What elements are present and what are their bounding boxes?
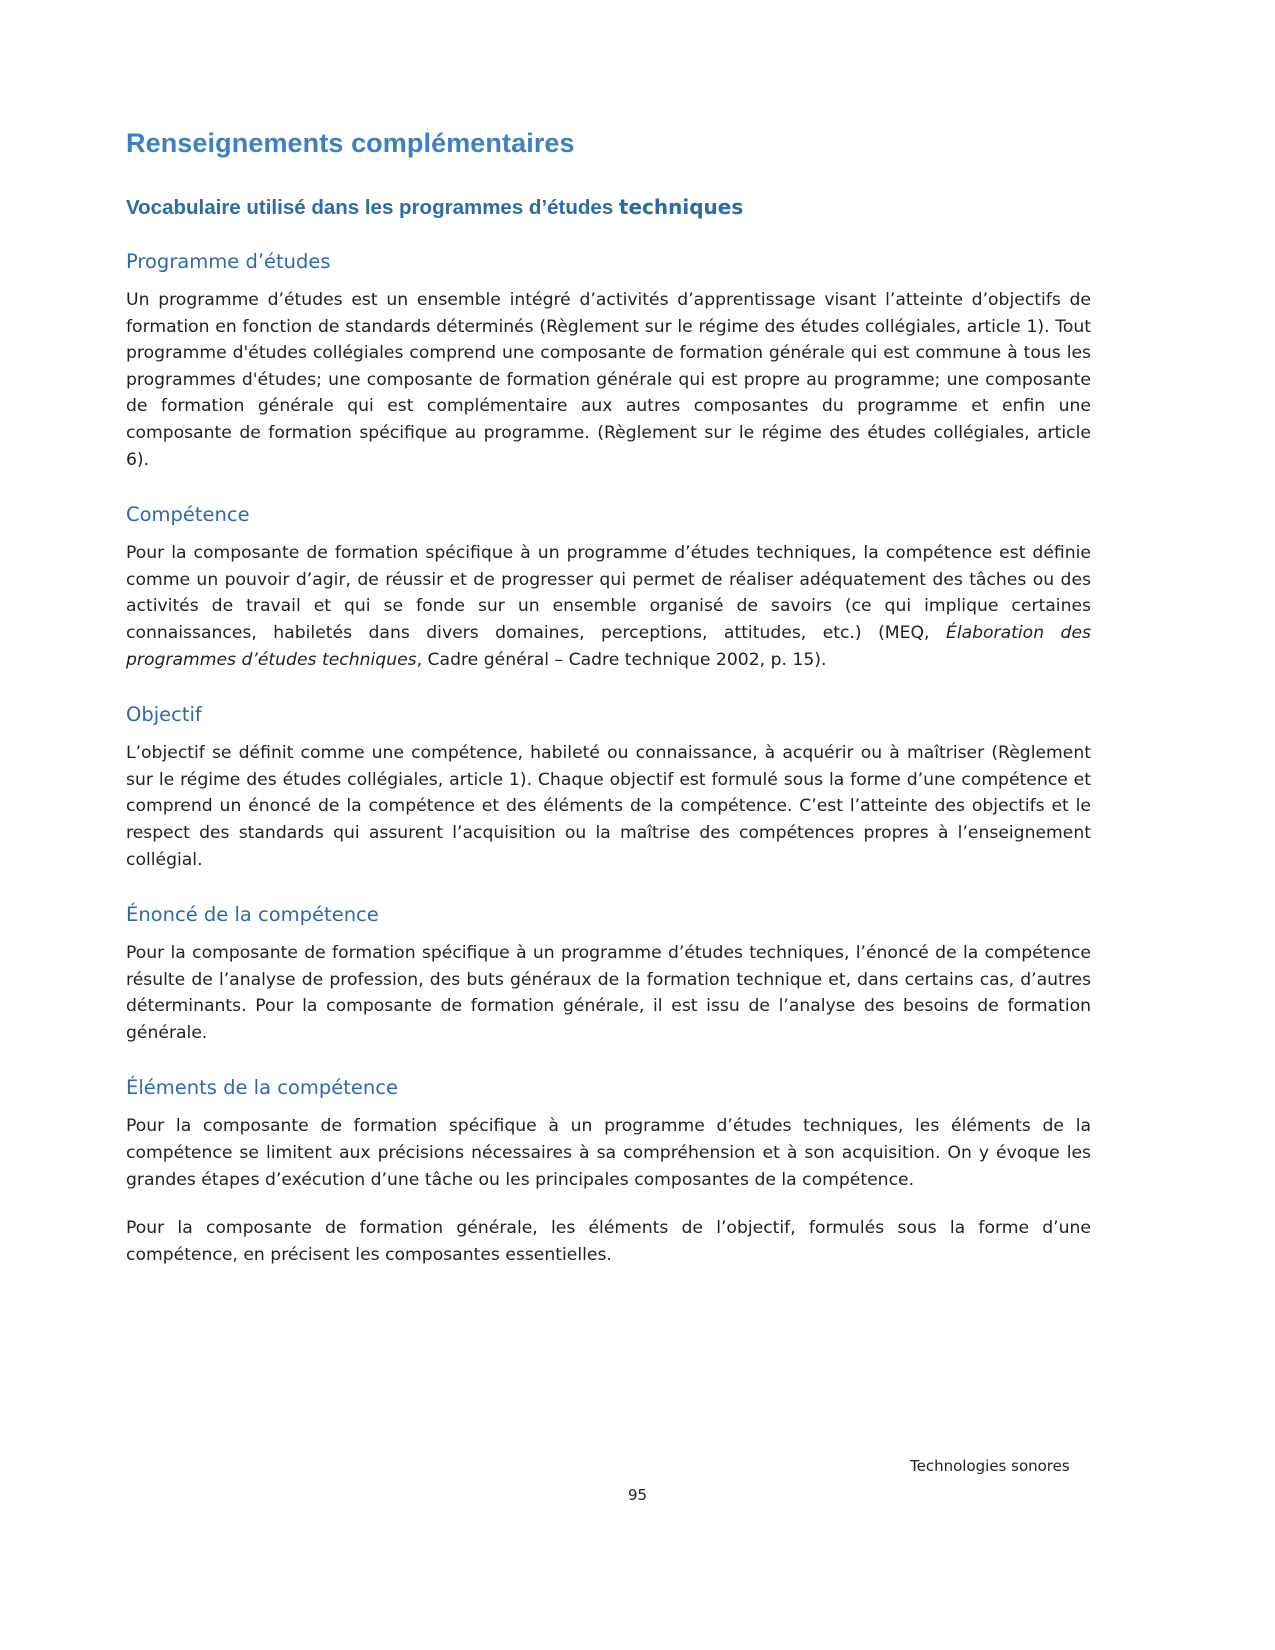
section-title (126, 195, 1091, 220)
entry-heading: Programme d’études (126, 250, 331, 273)
entry-heading: Objectif (126, 703, 202, 727)
page-title: Renseignements complémentaires (126, 128, 575, 158)
page-content (126, 128, 1091, 1298)
section-title-emphasis: techniques (618, 195, 744, 219)
paragraph-tail: , Cadre général – Cadre technique 2002, p. 15). (416, 649, 827, 670)
entry-programme-etudes (126, 250, 1091, 473)
entry-heading: Éléments de la compétence (126, 1076, 398, 1100)
entry-competence (126, 503, 1091, 673)
paragraph-italic-citation: Élaboration des programmes d’études techniques (126, 622, 1091, 670)
entry-elements-competence (126, 1076, 1091, 1268)
entry-paragraph: Pour la composante de formation spécifique à un programme d’études techniques, l’énoncé de la compétence résulte de l’analyse de profession, des buts généraux de la formation technique et, dans certains cas, d’autres déterminants. Pour la composante de formation générale, il est issu de l’analyse des besoins de formation générale. (126, 943, 1091, 1043)
page-number: 95 (627, 1486, 648, 1504)
entry-enonce-competence (126, 903, 1091, 1046)
entry-heading: Compétence (126, 503, 250, 527)
footer-note: Technologies sonores (910, 1457, 1070, 1475)
entry-paragraph: L’objectif se définit comme une compétence, habileté ou connaissance, à acquérir ou à maîtriser (Règlement sur le régime des études collégiales, article 1). Chaque objectif est formulé sous la forme d’une compétence et comprend un énoncé de la compétence et des éléments de la compétence. C’est l’atteinte des objectifs et le respect des standards qui assurent l’acquisition ou la maîtrise des compétences propres à l’enseignement collégial. (126, 743, 1091, 870)
entry-paragraph (126, 540, 1091, 673)
entry-paragraph: Pour la composante de formation générale, les éléments de l’objectif, formulés sous la forme d’une compétence, en précisent les composantes essentielles. (126, 1218, 1091, 1265)
entry-objectif (126, 703, 1091, 873)
section-title-main: Vocabulaire utilisé dans les programmes d’études (126, 196, 619, 219)
entry-paragraph: Pour la composante de formation spécifique à un programme d’études techniques, les éléments de la compétence se limitent aux précisions nécessaires à sa compréhension et à son acquisition. On y évoque les grandes étapes d’exécution d’une tâche ou les principales composantes de la compétence. (126, 1116, 1091, 1190)
entry-paragraph: Un programme d’études est un ensemble intégré d’activités d’apprentissage visant l’atteinte d’objectifs de formation en fonction de standards déterminés (Règlement sur le régime des études collégiales, article 1). Tout programme d'études collégiales comprend une composante de formation générale qui est commune à tous les programmes d'études; une composante de formation générale qui est propre au programme; une composante de formation générale qui est complémentaire aux autres composantes du programme et enfin une composante de formation spécifique au programme. (Règlement sur le régime des études collégiales, article 6). (126, 290, 1091, 470)
paragraph-lead: Pour la composante de formation spécifique à un programme d’études techniques, la compétence est définie comme un pouvoir d’agir, de réussir et de progresser qui permet de réaliser adéquatement des tâches ou des activités de travail et qui se fonde sur un ensemble organisé de savoirs (ce qui implique certaines connaissances, habiletés dans divers domaines, perceptions, attitudes, etc.) (MEQ, (126, 543, 1091, 643)
entry-heading: Énoncé de la compétence (126, 903, 379, 927)
